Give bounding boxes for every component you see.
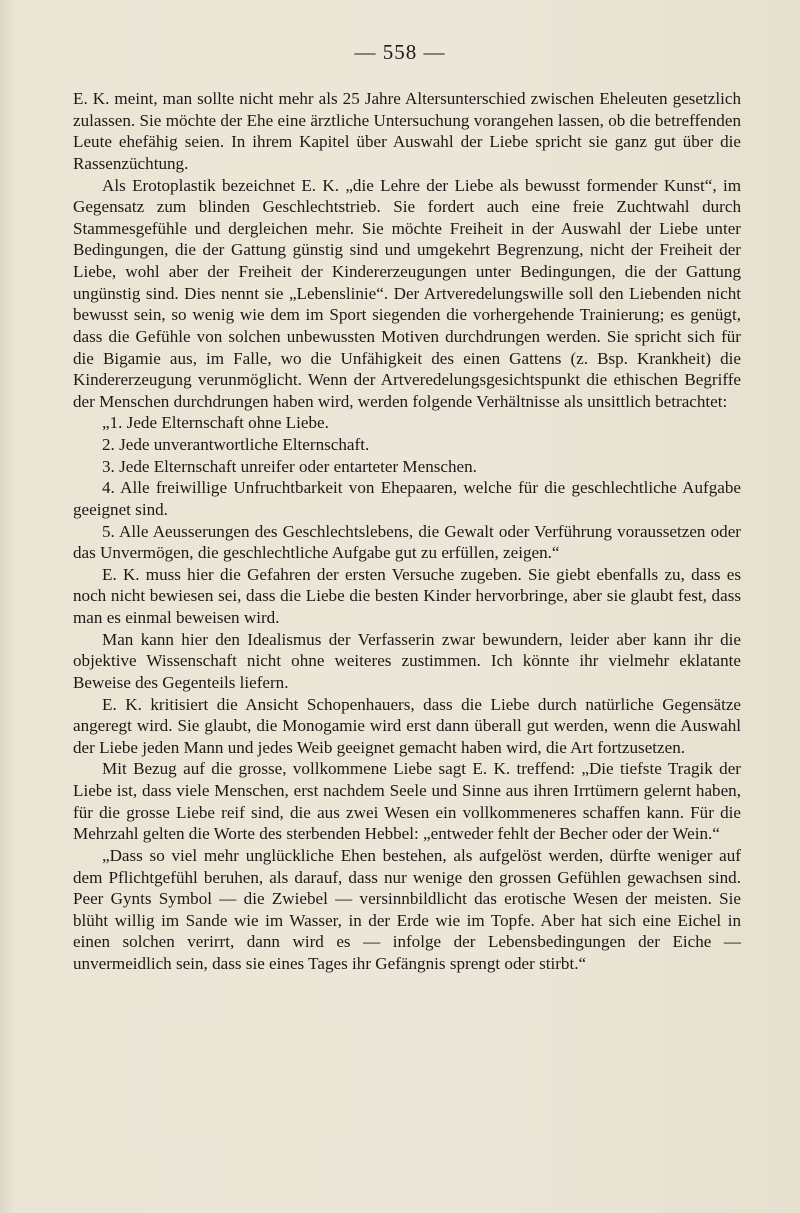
list-item: 3. Jede Elternschaft unreifer oder entarteter Menschen. bbox=[102, 456, 477, 476]
list-item: 2. Jede unverantwortliche Elternschaft. bbox=[102, 435, 370, 454]
list-item: 5. Alle Aeusserungen des Geschlechtslebens, die Gewalt oder Verführung voraussetzen oder das Unvermögen, die geschlechtliche Aufgabe gut zu erfüllen, zeigen.“ bbox=[73, 521, 741, 563]
paragraph: Man kann hier den Idealismus der Verfasserin zwar bewundern, leider aber kann ihr die objektive Wissenschaft nicht ohne weiteres zustimmen. Ich könnte ihr vielmehr eklatante Beweise des Gegenteils liefern. bbox=[73, 629, 741, 692]
paragraph: E. K. kritisiert die Ansicht Schopenhauers, dass die Liebe durch natürliche Gegensätze angeregt wird. Sie glaubt, die Monogamie wird erst dann überall gut werden, wenn die Auswahl der Liebe jeden Mann und jedes Weib geeignet gemacht haben wird, die Art fortzusetzen. bbox=[73, 694, 741, 757]
paragraph: Als Erotoplastik bezeichnet E. K. „die Lehre der Liebe als bewusst formender Kunst“, im Gegensatz zum blinden Geschlechtstrieb. Sie fordert auch eine freie Zuchtwahl durch Stammesgefühle und dergleichen mehr. Sie möchte Freiheit in der Auswahl der Liebe unter Bedingungen, die der Gattung günstig sind und umgekehrt Begrenzung, nicht der Freiheit der Liebe, wohl aber der Freiheit der Kindererzeugungen unter Bedingungen, die der Gattung ungünstig sind. Dies nennt sie „Lebenslinie“. Der Artveredelungswille soll den Liebenden nicht bewusst sein, so wenig wie dem im Sport siegenden die vorhergehende Trainierung; es genügt, dass die Gefühle von solchen unbewussten Motiven durchdrungen werden. Sie spricht sich für die Bigamie aus, im Falle, wo die Unfähigkeit des einen Gattens (z. Bsp. Krankheit) die Kindererzeugung verunmöglicht. Wenn der Artveredelungsgesichtspunkt die ethischen Begriffe der Menschen durchdrungen haben wird, werden folgende Verhältnisse als unsittlich betrachtet: bbox=[73, 175, 741, 411]
paragraph: E. K. muss hier die Gefahren der ersten Versuche zugeben. Sie giebt ebenfalls zu, dass es noch nicht bewiesen sei, dass die Liebe die besten Kinder hervorbringe, aber sie glaubt fest, dass man es einmal beweisen wird. bbox=[73, 564, 741, 627]
list-item: 4. Alle freiwillige Unfruchtbarkeit von Ehepaaren, welche für die geschlechtliche Aufgabe geeignet sind. bbox=[73, 478, 741, 519]
page-number: — 558 — bbox=[354, 40, 446, 64]
list-item: „1. Jede Elternschaft ohne Liebe. bbox=[102, 413, 329, 433]
page-body bbox=[73, 88, 741, 975]
paragraph: „Dass so viel mehr unglückliche Ehen bestehen, als aufgelöst werden, dürfte weniger auf dem Pflichtgefühl beruhen, als darauf, dass nur wenige den grossen Gefühlen gewachsen sind. Peer Gynts Symbol — die Zwiebel — versinnbildlicht das erotische Wesen der meisten. Sie blüht willig im Sande wie im Wasser, in der Erde wie im Topfe. Aber hat sich eine Eichel in einen solchen verirrt, dann wird es — infolge der Lebensbedingungen der Eiche — unvermeidlich sein, dass sie eines Tages ihr Gefängnis sprengt oder stirbt.“ bbox=[73, 845, 741, 973]
paragraph: Mit Bezug auf die grosse, vollkommene Liebe sagt E. K. treffend: „Die tiefste Tragik der Liebe ist, dass viele Menschen, erst nachdem Seele und Sinne aus ihren Irrtümern gelernt haben, für die grosse Liebe reif sind, die aus zwei Wesen ein vollkommeneres schaffen kann. Für die Mehrzahl gelten die Worte des sterbenden Hebbel: „entweder fehlt der Becher oder der Wein.“ bbox=[73, 759, 741, 844]
paragraph: E. K. meint, man sollte nicht mehr als 25 Jahre Altersunterschied zwischen Eheleuten gesetzlich zulassen. Sie möchte der Ehe eine ärztliche Untersuchung vorangehen lassen, ob die betreffenden Leute ehefähig seien. In ihrem Kapitel über Auswahl der Liebe spricht sie ganz gut über die Rassenzüchtung. bbox=[73, 89, 741, 173]
